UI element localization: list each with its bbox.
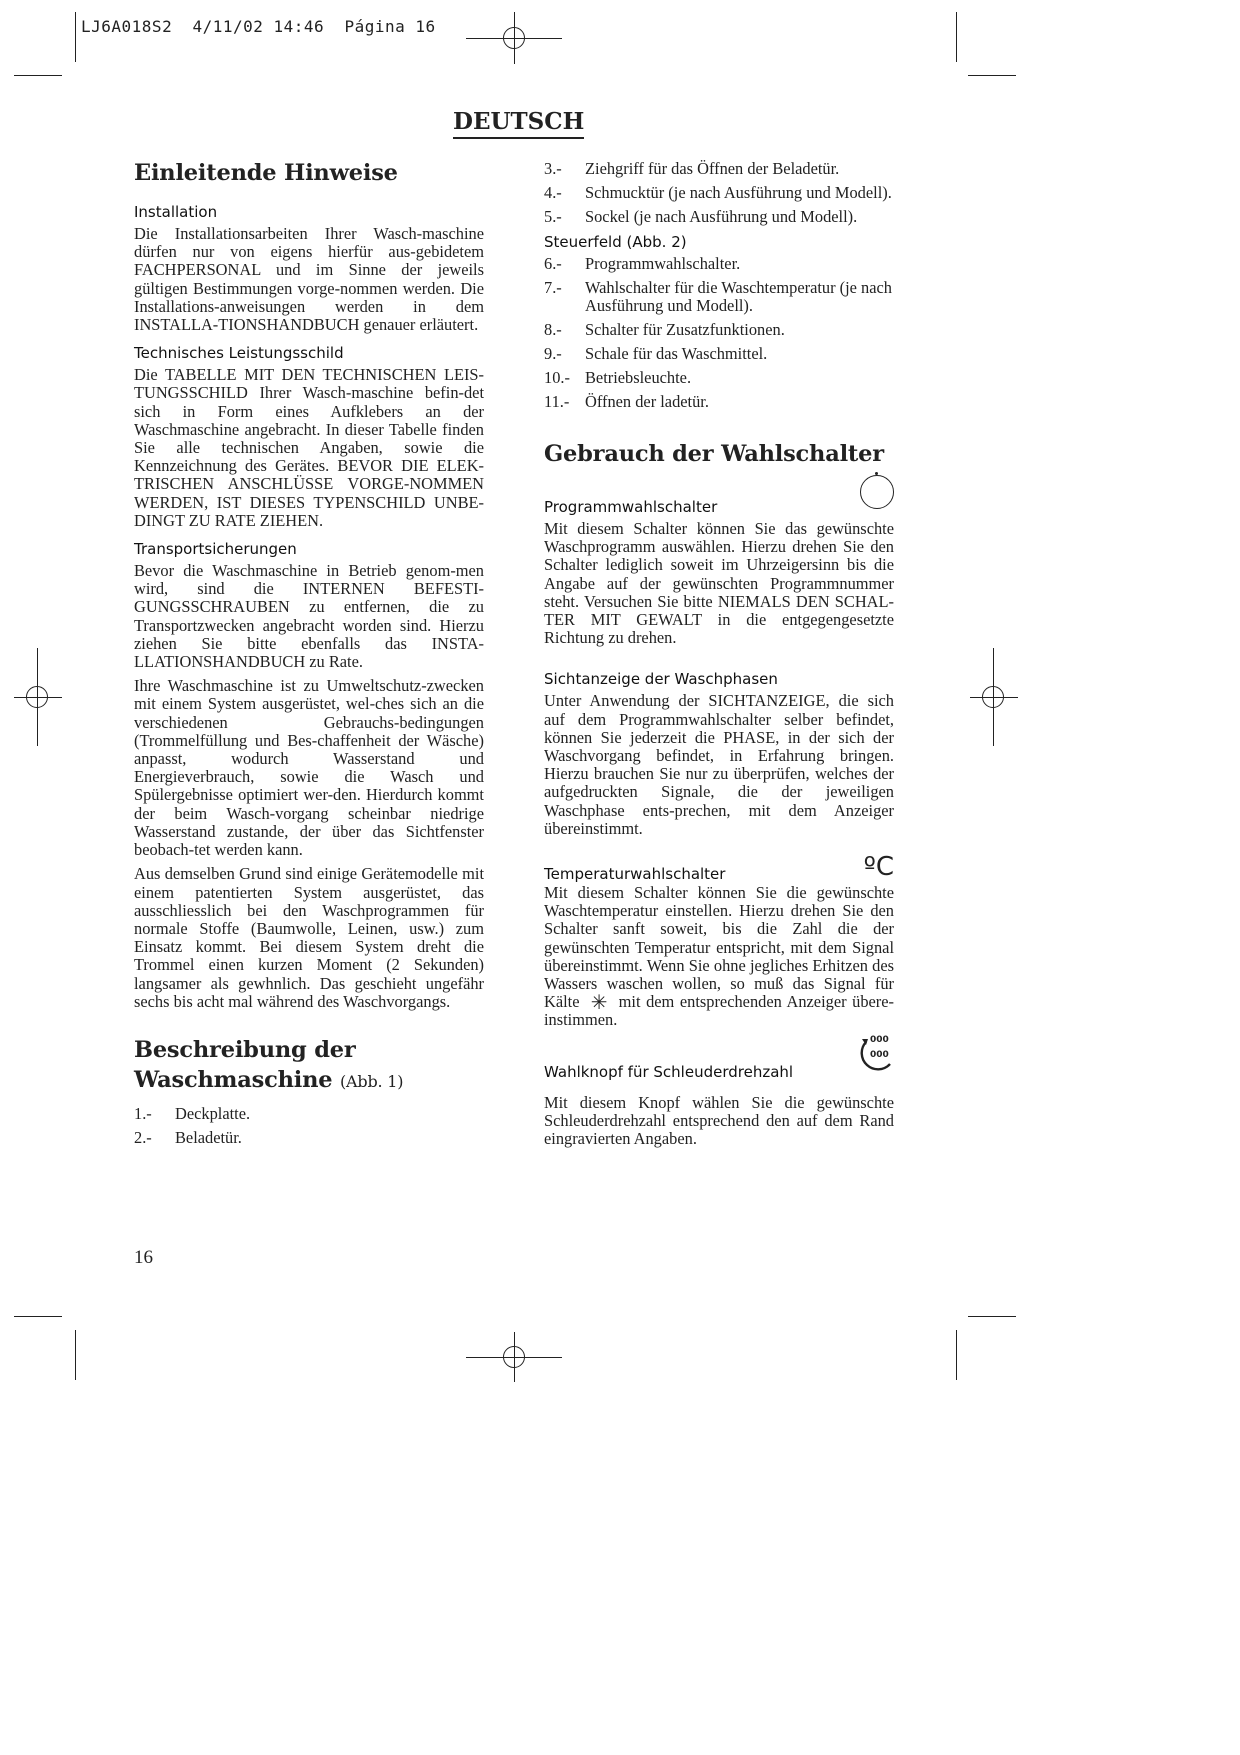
spin-icon-label: 000: [870, 1049, 889, 1060]
celsius-icon: ºC: [863, 852, 894, 883]
list-item: 9.- Schale für das Waschmittel.: [544, 344, 768, 363]
crop-mark: [75, 1330, 76, 1380]
subsection-title: Installation: [134, 203, 218, 221]
left-column: [134, 158, 484, 1147]
paragraph: Aus demselben Grund sind einige Gerätemodelle mit einem patentierten System ausgerüstet, das ausschliesslich bei den Waschprogrammen für normale Stoffe (Baumwolle, Leinen, usw.) zum Einsatz kommt. Bei diesem System dreht die Trommel einen kurzen Moment (2 Sekunden) langsamer als gewhnlich. Das geschieht ungefähr sechs bis acht mal während des Waschvorgangs.: [134, 864, 484, 1011]
crop-mark: [968, 1316, 1016, 1317]
list-item: 3.- Ziehgriff für das Öffnen der Beladetür.: [544, 159, 840, 178]
paragraph: Die TABELLE MIT DEN TECHNISCHEN LEIS-TUNGSSCHILD Ihrer Wasch-maschine befin-det sich in Form eines Aufklebers an der Waschmaschine angebracht. In dieser Tabelle finden Sie alle technischen Angaben, sowie die Kennzeichnung des Gerätes. BEVOR DIE ELEK-TRISCHEN ANSCHLÜSSE VORGE-NOMMEN WERDEN, IST DIESES TYPENSCHILD UNBE-DINGT ZU RATE ZIEHEN.: [134, 365, 484, 530]
paragraph: Die Installationsarbeiten Ihrer Wasch-maschine dürfen nur von eigens hierfür aus-gebidetem FACHPERSONAL und im Sinne der jeweils gültigen Bestimmungen vorge-nommen werden. Die Installations-anweisungen werden in dem INSTALLA-TIONSHANDBUCH genauer erläutert.: [134, 224, 484, 335]
subsection-title: Programmwahlschalter: [544, 498, 718, 516]
subsection-title: Sichtanzeige der Waschphasen: [544, 670, 778, 689]
list-item: 8.- Schalter für Zusatzfunktionen.: [544, 320, 785, 339]
paragraph: Ihre Waschmaschine ist zu Umweltschutz-zwecken mit einem System ausgerüstet, wel-ches sich an die verschiedenen Gebrauchs-bedingungen (Trommelfüllung und Bes-chaffenheit der Wäsche) anpasst, wodurch Wasserstand und Energieverbrauch, sowie die Wasch und Spülergebnisse optimiert wer-den. Hierdurch kommt der beim Wasch-vorgang scheinbar niedrige Wasserstand zustande, der über das Sichtfenster beobach-tet werden kann.: [134, 676, 484, 860]
snowflake-icon: ✳: [590, 990, 608, 1015]
paragraph: Unter Anwendung der SICHTANZEIGE, die sich auf dem Programmwahlschalter selber befindet, können Sie jederzeit die PHASE, in der sich der Waschvorgang befindet, in Erfahrung bringen. Hierzu brauchen Sie nur zu überprüfen, welches der aufgedruckten Signale, die der jeweiligen Waschphase ents-prechen, mit dem Anzeiger übereinstimmt.: [544, 691, 894, 838]
section-title: Gebrauch der Wahlschalter: [544, 441, 884, 467]
list-item: 6.- Programmwahlschalter.: [544, 254, 741, 273]
list-item: 11.- Öffnen der ladetür.: [544, 392, 709, 411]
figure-reference: (Abb. 1): [340, 1071, 404, 1091]
crop-mark: [956, 1330, 957, 1380]
spin-icon-label: 000: [870, 1034, 889, 1045]
list-item: 5.- Sockel (je nach Ausführung und Modell).: [544, 207, 858, 226]
section-title-line2: Waschmaschine: [134, 1066, 333, 1093]
print-header: LJ6A018S2 4/11/02 14:46 Página 16: [81, 17, 436, 36]
spin-speed-icon: [852, 1030, 894, 1074]
crop-mark: [75, 12, 76, 62]
page-number: 16: [134, 1247, 153, 1268]
list-item: 4.- Schmucktür (je nach Ausführung und Modell).: [544, 183, 892, 202]
list-item: 2.- Beladetür.: [134, 1127, 242, 1147]
program-selector-heading: [544, 469, 894, 517]
crop-mark: [956, 12, 957, 62]
crop-mark: [14, 1316, 62, 1317]
dial-icon: [860, 475, 894, 509]
list-item: 10.- Betriebsleuchte.: [544, 368, 692, 387]
subsection-title: Technisches Leistungsschild: [134, 344, 344, 363]
subsection-title: Steuerfeld (Abb. 2): [544, 233, 687, 251]
subsection-title: Wahlknopf für Schleuderdrehzahl: [544, 1062, 794, 1081]
crop-mark: [968, 75, 1016, 76]
temperature-selector-heading: [544, 854, 894, 884]
crop-mark: [14, 75, 62, 76]
right-column: [544, 160, 894, 1148]
subsection-title: Transportsicherungen: [134, 540, 297, 559]
list-item: 1.- Deckplatte.: [134, 1103, 251, 1123]
section-title: Einleitende Hinweise: [134, 160, 398, 186]
subsection-title: Temperaturwahlschalter: [544, 865, 726, 884]
spin-selector-heading: [544, 1030, 894, 1082]
section-title: [134, 1035, 484, 1097]
paragraph: Mit diesem Knopf wählen Sie die gewünschte Schleuderdrehzahl entsprechend den auf dem Rand eingravierten Angaben.: [544, 1092, 894, 1149]
language-heading: DEUTSCH: [453, 108, 584, 139]
paragraph: Mit diesem Schalter können Sie das gewünschte Waschprogramm auswählen. Hierzu drehen Sie den Schalter lediglich soweit im Uhrzeigersinn bis die Angabe auf der gewünschten Programmnummer steht. Versuchen Sie bitte NIEMALS DEN SCHAL-TER MIT GEWALT in die entgegengesetzte Richtung zu drehen.: [544, 519, 894, 648]
section-title-line1: Beschreibung der: [134, 1036, 356, 1063]
list-item: 7.- Wahlschalter für die Waschtemperatur (je nach Ausführung und Modell).: [544, 278, 892, 315]
paragraph: Mit diesem Schalter können Sie die gewünschte Waschtemperatur einstellen. Hierzu drehen Sie den Schalter sanft soweit, bis die Zahl die der gewünschten Temperatur entspricht, mit dem Signal übereinstimmt. Wenn Sie ohne jegliches Erhitzen des Wassers waschen wollen, so muß das Signal für Kälte ✳ mit dem entsprechenden Anzeiger übere-instimmen.: [544, 883, 894, 1030]
paragraph: Bevor die Waschmaschine in Betrieb genom-men wird, sind die INTERNEN BEFESTI-GUNGSSCHRAUBEN zu entfernen, die zu Transportzwecken angebracht worden sind. Hierzu ziehen Sie bitte ebenfalls das INSTA-LLATIONSHANDBUCH zu Rate.: [134, 561, 484, 672]
